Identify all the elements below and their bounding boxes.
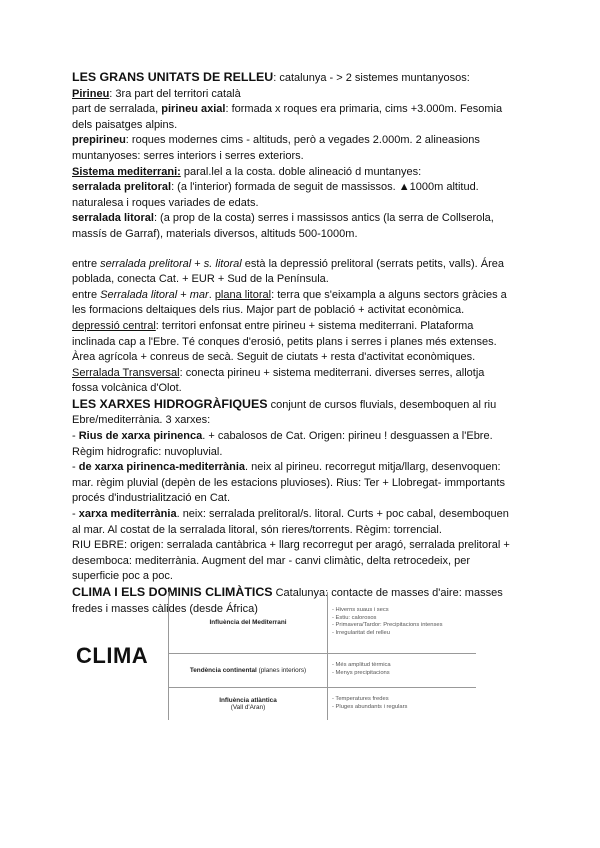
- clima-heading-line: CLIMA I ELS DOMINIS CLIMÀTICS Catalunya: contacte de masses d'aire: masses fredes i masses càlides (desde África): [72, 585, 503, 615]
- clima-table-title: CLIMA: [72, 592, 169, 720]
- mediterrani-line: Sistema mediterrani: paral.lel a la costa. doble alineació d muntanyes:: [72, 165, 422, 178]
- plana-litoral-paragraph: entre Serralada litoral + mar. plana litoral: terra que s'eixampla a alguns sectors gràcies a les formacions deltaiques dels rius. Major part de població + activitat econòmica.: [72, 288, 507, 317]
- prepirineu-paragraph: prepirineu: roques modernes cims - altituds, però a vegades 2.000m. 2 alineasions muntanyoses: serres interiors i serres exteriors.: [72, 134, 480, 162]
- row-items: - Temperatures fredes - Pluges abundants i regulars: [328, 687, 477, 720]
- xarxa-mediterrania-paragraph: - xarxa mediterrània. neix: serralada prelitoral/s. litoral. Curts + poc cabal, desemboquen al mar. Al costat de la serralada litoral, són rieres/torrents. Règim: torrencial.: [72, 508, 509, 536]
- depressio-central-paragraph: depressió central: territori enfonsat entre pirineu + sistema mediterrani. Plataforma inclinada cap a l'Ebre. Té conques d'erosió, petits plans i serres i planes més extenses. Àrea agrícola + conreus de secà. Seguit de ciutats + resta d'activitat econòmiques.: [72, 319, 497, 364]
- litoral-paragraph: serralada litoral: (a prop de la costa) serres i massissos antics (la serra de Collserola, massís de Garraf), materials diversos, altituds 500-1000m.: [72, 212, 494, 240]
- xarxes-heading-line: LES XARXES HIDROGRÀFIQUES conjunt de cursos fluvials, desemboquen al riu Ebre/mediterrània. 3 xarxes:: [72, 396, 497, 427]
- row-items: - Més amplitud tèrmica - Menys precipitacions: [328, 653, 477, 687]
- relleu-heading-line: LES GRANS UNITATS DE RELLEU: catalunya - > 2 sistemes muntanyosos:: [72, 70, 470, 84]
- riu-ebre-paragraph: RIU EBRE: origen: serralada cantàbrica + llarg recorregut per aragó, serralada prelitoral + desemboca: mediterrània. Augment del mar - canvi climàtic, delta retrocedeix, per superficie poc a poc.: [72, 539, 510, 583]
- serralada-transversal-paragraph: Serralada Transversal: conecta pirineu + sistema mediterrani. diverses serres, allotja fossa volcànica d'Olot.: [72, 366, 485, 395]
- xarxa-pirinenca-paragraph: - Rius de xarxa pirinenca. + cabalosos de Cat. Origen: pirineu ! desguassen a l'Ebre. Règim hidrografic: nuvopluvial.: [72, 430, 493, 458]
- prelitoral-paragraph: serralada prelitoral: (a l'interior) formada de seguit de massissos. ▲1000m altitud. naturalesa i roques variades de edats.: [72, 181, 479, 209]
- axial-paragraph: part de serralada, pirineu axial: formada x roques era primaria, cims +3.000m. Fesomia dels paisatges alpins.: [72, 103, 503, 131]
- document-body: [72, 70, 512, 617]
- row-items: - Hiverns suaus i secs - Estiu: calorosos - Primavera/Tardor: Precipitacions intenses - Irregularitat del relleu: [328, 592, 477, 653]
- xarxa-pirinenca-mediterrania-paragraph: - de xarxa pirinenca-mediterrània. neix al pirineu. recorregut mitja/llarg, desenvoquen: mar. règim pluvial (depèn de les estacions pluvioses). Rius: Ter + Llobregat- immportants procés d'industrialització en Cat.: [72, 461, 505, 505]
- row-label: Influència del Mediterrani: [169, 592, 328, 653]
- depressio-prelitoral-paragraph: entre serralada prelitoral + s. litoral està la depressió prelitoral (serrats petits, valls). Área poblada, conecta Cat. + EUR + Sud de la Península.: [72, 257, 504, 286]
- xarxes-heading: LES XARXES HIDROGRÀFIQUES: [72, 396, 268, 411]
- table-row: [72, 592, 476, 653]
- row-label: Tendència continental (planes interiors): [169, 653, 328, 687]
- pirineu-line: Pirineu: 3ra part del territori català: [72, 87, 241, 100]
- clima-table: [72, 592, 476, 720]
- row-label: Influència atlàntica (Vall d'Aran): [169, 687, 328, 720]
- relleu-heading: LES GRANS UNITATS DE RELLEU: [72, 70, 274, 84]
- clima-heading: CLIMA I ELS DOMINIS CLIMÀTICS: [72, 585, 273, 599]
